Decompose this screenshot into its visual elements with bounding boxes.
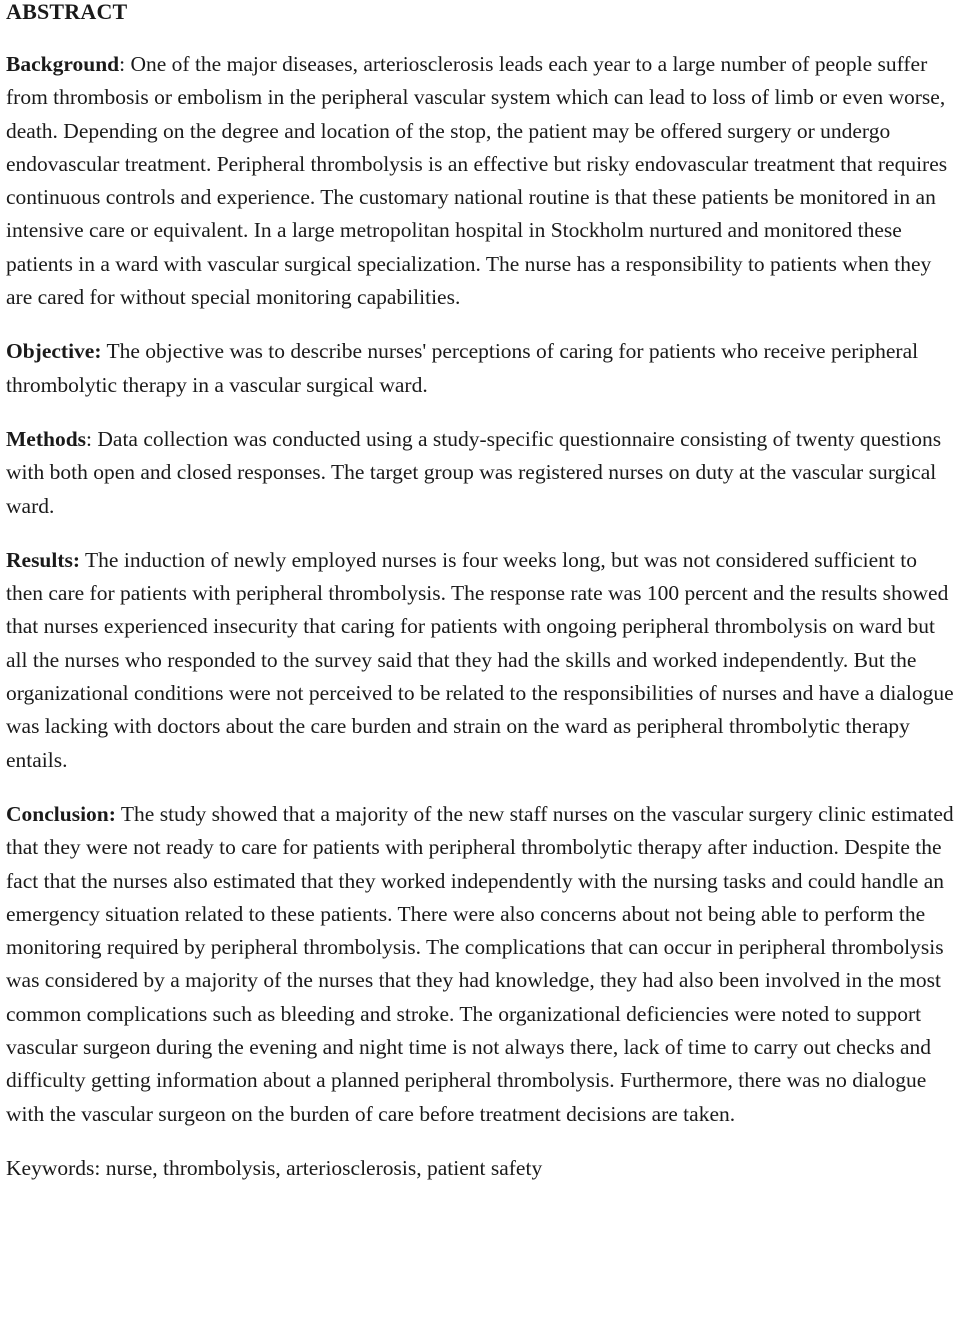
background-text: : One of the major diseases, arteriosclerosis leads each year to a large number of people suffer from thrombosis or embolism in the peripheral vascular system which can lead to loss of limb or even worse, death. Depending on the degree and location of the stop, the patient may be offered surgery or undergo endovascular treatment. Peripheral thrombolysis is an effective but risky endovascular treatment that requires continuous controls and experience. The customary national routine is that these patients be monitored in an intensive care or equivalent. In a large metropolitan hospital in Stockholm nurtured and monitored these patients in a ward with vascular surgical specialization. The nurse has a responsibility to patients when they are cared for without special monitoring capabilities. (6, 52, 948, 310)
background-paragraph (6, 48, 956, 314)
results-label: Results: (6, 547, 81, 572)
keywords-line: Keywords: nurse, thrombolysis, arteriosclerosis, patient safety (6, 1155, 543, 1180)
methods-paragraph (6, 423, 956, 523)
background-label: Background (6, 52, 120, 76)
results-paragraph (6, 544, 956, 777)
abstract-heading: ABSTRACT (6, 0, 128, 24)
conclusion-paragraph (6, 798, 956, 1131)
objective-text: The objective was to describe nurses' perceptions of caring for patients who receive peripheral thrombolytic therapy in a vascular surgical ward. (6, 339, 919, 397)
conclusion-text: The study showed that a majority of the new staff nurses on the vascular surgery clinic estimated that they were not ready to care for patients with peripheral thrombolytic therapy after induction. Despite the fact that the nurses also estimated that they worked independently with the nursing tasks and could handle an emergency situation related to these patients. There were also concerns about not being able to perform the monitoring required by peripheral thrombolysis. The complications that can occur in peripheral thrombolysis was considered by a majority of the nurses that they had knowledge, they had also been involved in the most common complications such as bleeding and stroke. The organizational deficiencies were noted to support vascular surgeon during the evening and night time is not always there, lack of time to carry out checks and difficulty getting information about a planned peripheral thrombolysis. Furthermore, there was no dialogue with the vascular surgeon on the burden of care before treatment decisions are taken. (6, 801, 954, 1126)
objective-label: Objective: (6, 339, 102, 364)
objective-paragraph (6, 335, 956, 402)
methods-label: Methods (6, 426, 87, 451)
conclusion-label: Conclusion: (6, 801, 116, 826)
methods-text: : Data collection was conducted using a study-specific questionnaire consisting of twenty questions with both open and closed responses. The target group was registered nurses on duty at the vascular surgical ward. (6, 426, 942, 518)
results-text: The induction of newly employed nurses is four weeks long, but was not considered sufficient to then care for patients with peripheral thrombolysis. The response rate was 100 percent and the results showed that nurses experienced insecurity that caring for patients with ongoing peripheral thrombolysis on ward but all the nurses who responded to the survey said that they had the skills and worked independently. But the organizational conditions were not perceived to be related to the responsibilities of nurses and have a dialogue was lacking with doctors about the care burden and strain on the ward as peripheral thrombolytic therapy entails. (6, 547, 954, 772)
